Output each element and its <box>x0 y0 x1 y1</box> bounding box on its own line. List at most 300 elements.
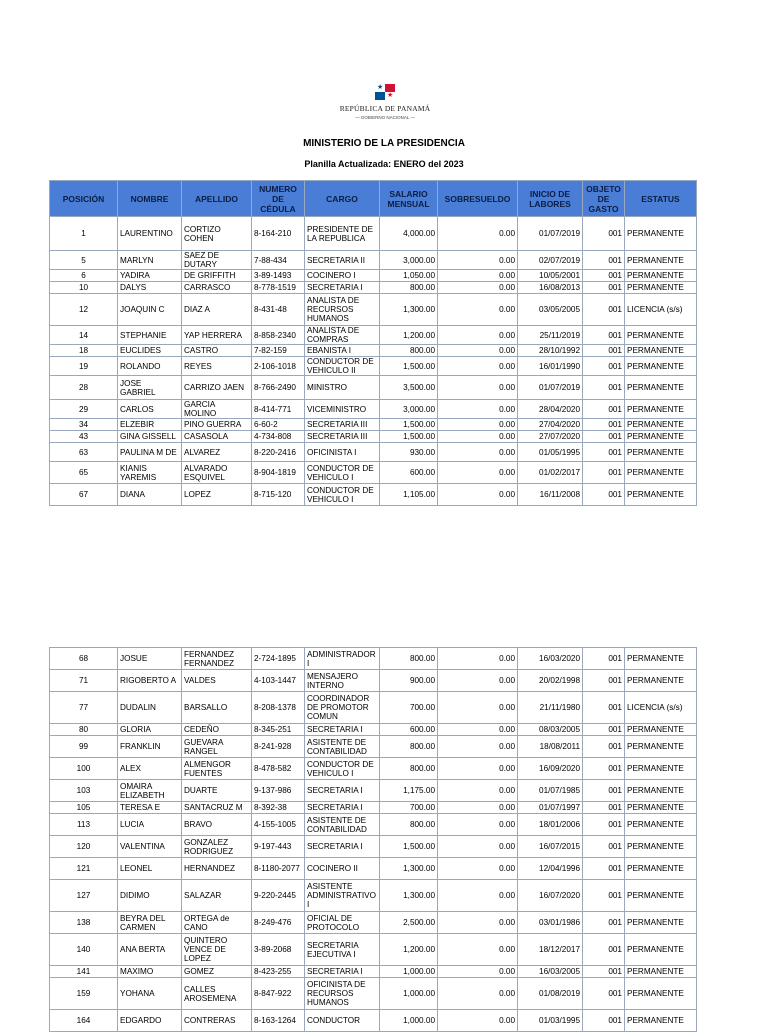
table-cell: 001 <box>583 880 625 912</box>
table-cell: 0.00 <box>438 880 518 912</box>
table-cell: 12 <box>50 294 118 326</box>
table-cell: PERMANENTE <box>625 282 697 294</box>
table-cell: 3,500.00 <box>380 376 438 400</box>
table-cell: 001 <box>583 443 625 462</box>
table-cell: 0.00 <box>438 780 518 802</box>
table-cell: MINISTRO <box>305 376 380 400</box>
table-cell: 001 <box>583 345 625 357</box>
table-cell: LEONEL <box>118 858 182 880</box>
table-cell: JOSE GABRIEL <box>118 376 182 400</box>
table-cell: GONZALEZ RODRIGUEZ <box>182 836 252 858</box>
table-cell: CARRASCO <box>182 282 252 294</box>
table-cell: 103 <box>50 780 118 802</box>
table-cell: 900.00 <box>380 670 438 692</box>
table-cell: 16/09/2020 <box>518 758 583 780</box>
table-cell: 0.00 <box>438 858 518 880</box>
table-cell: HERNANDEZ <box>182 858 252 880</box>
table-cell: REYES <box>182 357 252 376</box>
table-cell: 0.00 <box>438 724 518 736</box>
table-cell: 700.00 <box>380 692 438 724</box>
table-cell: PERMANENTE <box>625 357 697 376</box>
table-cell: 100 <box>50 758 118 780</box>
table-cell: 164 <box>50 1010 118 1032</box>
table-cell: 0.00 <box>438 345 518 357</box>
table-cell: 43 <box>50 431 118 443</box>
table-cell: PAULINA M DE <box>118 443 182 462</box>
table-cell: PERMANENTE <box>625 880 697 912</box>
table-cell: CASASOLA <box>182 431 252 443</box>
government-label: — GOBIERNO NACIONAL — <box>355 115 415 120</box>
table-cell: 001 <box>583 978 625 1010</box>
table-cell: 8-478-582 <box>252 758 305 780</box>
table-cell: 800.00 <box>380 736 438 758</box>
table-row <box>50 282 697 294</box>
table-cell: PERMANENTE <box>625 814 697 836</box>
table-cell: 8-858-2340 <box>252 326 305 345</box>
table-row <box>50 462 697 484</box>
table-cell: CONDUCTOR DE VEHICULO I <box>305 758 380 780</box>
table-cell: CEDEÑO <box>182 724 252 736</box>
table-cell: DUARTE <box>182 780 252 802</box>
table-cell: PERMANENTE <box>625 836 697 858</box>
table-cell: PERMANENTE <box>625 978 697 1010</box>
table-cell: 001 <box>583 282 625 294</box>
table-cell: 3-89-2068 <box>252 934 305 966</box>
table-cell: 1,000.00 <box>380 966 438 978</box>
table-cell: 1,300.00 <box>380 294 438 326</box>
table-cell: GUEVARA RANGEL <box>182 736 252 758</box>
government-logo <box>335 84 435 120</box>
table-cell: 120 <box>50 836 118 858</box>
table-cell: 1,500.00 <box>380 836 438 858</box>
table-cell: DIAZ A <box>182 294 252 326</box>
table-cell: 001 <box>583 912 625 934</box>
table-cell: YOHANA <box>118 978 182 1010</box>
table-cell: CONDUCTOR DE VEHICULO II <box>305 357 380 376</box>
column-header: INICIO DE LABORES <box>518 181 583 217</box>
table-cell: 001 <box>583 251 625 270</box>
table-cell: JOSUE <box>118 648 182 670</box>
table-cell: ANALISTA DE COMPRAS <box>305 326 380 345</box>
column-header: SALARIO MENSUAL <box>380 181 438 217</box>
table-cell: DALYS <box>118 282 182 294</box>
table-cell: EUCLIDES <box>118 345 182 357</box>
table-cell: JOAQUIN C <box>118 294 182 326</box>
table-cell: PERMANENTE <box>625 419 697 431</box>
table-cell: 0.00 <box>438 670 518 692</box>
table-cell: 77 <box>50 692 118 724</box>
table-row <box>50 966 697 978</box>
table-cell: PERMANENTE <box>625 780 697 802</box>
table-cell: BEYRA DEL CARMEN <box>118 912 182 934</box>
table-cell: SECRETARIA III <box>305 419 380 431</box>
table-cell: MAXIMO <box>118 966 182 978</box>
table-cell: 8-778-1519 <box>252 282 305 294</box>
table-cell: 001 <box>583 1010 625 1032</box>
table-cell: 5 <box>50 251 118 270</box>
table-row <box>50 724 697 736</box>
table-cell: PERMANENTE <box>625 1010 697 1032</box>
table-row <box>50 780 697 802</box>
table-row <box>50 912 697 934</box>
table-row <box>50 1010 697 1032</box>
table-cell: 02/07/2019 <box>518 251 583 270</box>
table-cell: 16/03/2005 <box>518 966 583 978</box>
table-cell: 0.00 <box>438 802 518 814</box>
table-cell: PERMANENTE <box>625 858 697 880</box>
table-cell: 001 <box>583 270 625 282</box>
table-cell: 0.00 <box>438 357 518 376</box>
table-cell: LICENCIA (s/s) <box>625 692 697 724</box>
table-row <box>50 648 697 670</box>
table-row <box>50 270 697 282</box>
table-cell: 10 <box>50 282 118 294</box>
table-cell: 930.00 <box>380 443 438 462</box>
table-row <box>50 217 697 251</box>
table-cell: 001 <box>583 780 625 802</box>
table-cell: 4-103-1447 <box>252 670 305 692</box>
table-cell: CONTRERAS <box>182 1010 252 1032</box>
table-cell: 27/04/2020 <box>518 419 583 431</box>
table-cell: LOPEZ <box>182 484 252 506</box>
table-cell: GOMEZ <box>182 966 252 978</box>
table-cell: PRESIDENTE DE LA REPUBLICA <box>305 217 380 251</box>
table-cell: CALLES AROSEMENA <box>182 978 252 1010</box>
table-cell: 20/02/1998 <box>518 670 583 692</box>
table-cell: 159 <box>50 978 118 1010</box>
table-cell: 3,000.00 <box>380 400 438 419</box>
table-cell: SECRETARIA EJECUTIVA I <box>305 934 380 966</box>
table-cell: CONDUCTOR DE VEHICULO I <box>305 484 380 506</box>
table-cell: 27/07/2020 <box>518 431 583 443</box>
table-cell: FRANKLIN <box>118 736 182 758</box>
table-cell: 16/08/2013 <box>518 282 583 294</box>
table-cell: 001 <box>583 736 625 758</box>
table-cell: PERMANENTE <box>625 724 697 736</box>
table-cell: PERMANENTE <box>625 251 697 270</box>
table-cell: PERMANENTE <box>625 217 697 251</box>
table-cell: 8-715-120 <box>252 484 305 506</box>
table-cell: 8-431-48 <box>252 294 305 326</box>
table-cell: 01/03/1995 <box>518 1010 583 1032</box>
table-cell: 8-392-38 <box>252 802 305 814</box>
table-cell: 0.00 <box>438 966 518 978</box>
table-cell: 700.00 <box>380 802 438 814</box>
table-cell: 0.00 <box>438 912 518 934</box>
table-cell: 29 <box>50 400 118 419</box>
table-row <box>50 858 697 880</box>
table-cell: 9-137-986 <box>252 780 305 802</box>
table-cell: PERMANENTE <box>625 326 697 345</box>
table-cell: 001 <box>583 758 625 780</box>
table-cell: 0.00 <box>438 294 518 326</box>
table-cell: 1,000.00 <box>380 1010 438 1032</box>
table-cell: 9-220-2445 <box>252 880 305 912</box>
table-cell: 01/07/1985 <box>518 780 583 802</box>
table-cell: 0.00 <box>438 736 518 758</box>
table-row <box>50 294 697 326</box>
table-cell: DIANA <box>118 484 182 506</box>
table-cell: 800.00 <box>380 814 438 836</box>
column-header: OBJETO DE GASTO <box>583 181 625 217</box>
table-cell: CASTRO <box>182 345 252 357</box>
table-cell: 2-724-1895 <box>252 648 305 670</box>
table-cell: TERESA E <box>118 802 182 814</box>
table-cell: GARCIA MOLINO <box>182 400 252 419</box>
table-cell: 600.00 <box>380 724 438 736</box>
table-cell: 2-106-1018 <box>252 357 305 376</box>
table-cell: CONDUCTOR DE VEHICULO I <box>305 462 380 484</box>
table-cell: 140 <box>50 934 118 966</box>
table-cell: 0.00 <box>438 251 518 270</box>
table-cell: 4,000.00 <box>380 217 438 251</box>
table-cell: 001 <box>583 419 625 431</box>
table-cell: STEPHANIE <box>118 326 182 345</box>
table-cell: 67 <box>50 484 118 506</box>
table-cell: FERNANDEZ FERNANDEZ <box>182 648 252 670</box>
table-cell: COORDINADOR DE PROMOTOR COMUN <box>305 692 380 724</box>
table-cell: PERMANENTE <box>625 270 697 282</box>
table-row <box>50 814 697 836</box>
table-row <box>50 376 697 400</box>
table-cell: 4-734-808 <box>252 431 305 443</box>
column-header: ESTATUS <box>625 181 697 217</box>
country-name: REPÚBLICA DE PANAMÁ <box>339 104 431 113</box>
table-cell: ALVARADO ESQUIVEL <box>182 462 252 484</box>
table-cell: LAURENTINO <box>118 217 182 251</box>
table-cell: LUCIA <box>118 814 182 836</box>
table-row <box>50 880 697 912</box>
table-cell: 1,050.00 <box>380 270 438 282</box>
table-cell: RIGOBERTO A <box>118 670 182 692</box>
table-row <box>50 251 697 270</box>
table-cell: 138 <box>50 912 118 934</box>
table-cell: 0.00 <box>438 692 518 724</box>
table-cell: 0.00 <box>438 431 518 443</box>
table-row <box>50 736 697 758</box>
table-cell: 03/05/2005 <box>518 294 583 326</box>
table-cell: 0.00 <box>438 462 518 484</box>
table-cell: 16/11/2008 <box>518 484 583 506</box>
table-cell: 105 <box>50 802 118 814</box>
table-cell: ELZEBIR <box>118 419 182 431</box>
table-cell: 18/12/2017 <box>518 934 583 966</box>
table-cell: 99 <box>50 736 118 758</box>
table-cell: QUINTERO VENCE DE LOPEZ <box>182 934 252 966</box>
table-row <box>50 400 697 419</box>
table-cell: COCINERO I <box>305 270 380 282</box>
table-cell: SAEZ DE DUTARY <box>182 251 252 270</box>
table-cell: 14 <box>50 326 118 345</box>
table-cell: CARLOS <box>118 400 182 419</box>
column-header: NOMBRE <box>118 181 182 217</box>
table-cell: COCINERO II <box>305 858 380 880</box>
table-cell: SECRETARIA I <box>305 966 380 978</box>
column-header: APELLIDO <box>182 181 252 217</box>
table-cell: 16/01/1990 <box>518 357 583 376</box>
table-cell: 08/03/2005 <box>518 724 583 736</box>
table-cell: YAP HERRERA <box>182 326 252 345</box>
table-cell: 80 <box>50 724 118 736</box>
table-cell: 600.00 <box>380 462 438 484</box>
table-cell: 19 <box>50 357 118 376</box>
table-cell: 16/03/2020 <box>518 648 583 670</box>
column-header: NUMERO DE CÉDULA <box>252 181 305 217</box>
table-cell: 0.00 <box>438 270 518 282</box>
table-cell: 8-904-1819 <box>252 462 305 484</box>
table-cell: 65 <box>50 462 118 484</box>
table-cell: PERMANENTE <box>625 484 697 506</box>
table-cell: ANALISTA DE RECURSOS HUMANOS <box>305 294 380 326</box>
table-cell: 10/05/2001 <box>518 270 583 282</box>
table-cell: 03/01/1986 <box>518 912 583 934</box>
table-row <box>50 934 697 966</box>
table-cell: 12/04/1996 <box>518 858 583 880</box>
table-cell: 28 <box>50 376 118 400</box>
table-cell: 0.00 <box>438 282 518 294</box>
table-row <box>50 978 697 1010</box>
table-cell: 0.00 <box>438 934 518 966</box>
table-cell: 001 <box>583 814 625 836</box>
table-cell: OFICIAL DE PROTOCOLO <box>305 912 380 934</box>
table-cell: 001 <box>583 326 625 345</box>
table-cell: EDGARDO <box>118 1010 182 1032</box>
table-cell: 1,200.00 <box>380 326 438 345</box>
table-cell: CARRIZO JAEN <box>182 376 252 400</box>
table-cell: 001 <box>583 357 625 376</box>
table-cell: 001 <box>583 648 625 670</box>
table-cell: 63 <box>50 443 118 462</box>
column-header: SOBRESUELDO <box>438 181 518 217</box>
table-cell: 001 <box>583 484 625 506</box>
table-cell: OFICINISTA I <box>305 443 380 462</box>
table-cell: 001 <box>583 836 625 858</box>
table-cell: 001 <box>583 294 625 326</box>
table-cell: 6 <box>50 270 118 282</box>
table-cell: 8-847-922 <box>252 978 305 1010</box>
table-cell: 6-60-2 <box>252 419 305 431</box>
table-cell: 1,175.00 <box>380 780 438 802</box>
table-cell: ADMINISTRADOR I <box>305 648 380 670</box>
table-cell: PERMANENTE <box>625 802 697 814</box>
table-cell: PERMANENTE <box>625 758 697 780</box>
table-cell: 001 <box>583 670 625 692</box>
table-cell: 4-155-1005 <box>252 814 305 836</box>
table-cell: SECRETARIA II <box>305 251 380 270</box>
table-cell: 28/10/1992 <box>518 345 583 357</box>
table-row <box>50 345 697 357</box>
table-cell: ORTEGA de CANO <box>182 912 252 934</box>
table-cell: 1,300.00 <box>380 858 438 880</box>
table-cell: 8-423-255 <box>252 966 305 978</box>
table-cell: 800.00 <box>380 758 438 780</box>
table-cell: 001 <box>583 217 625 251</box>
table-cell: ALEX <box>118 758 182 780</box>
table-cell: 8-164-210 <box>252 217 305 251</box>
table-cell: PERMANENTE <box>625 345 697 357</box>
ministry-title: MINISTERIO DE LA PRESIDENCIA <box>303 138 465 149</box>
table-cell: 001 <box>583 858 625 880</box>
table-cell: 1,105.00 <box>380 484 438 506</box>
column-header: CARGO <box>305 181 380 217</box>
table-cell: 01/07/2019 <box>518 217 583 251</box>
table-cell: SECRETARIA I <box>305 724 380 736</box>
table-cell: 3,000.00 <box>380 251 438 270</box>
table-cell: ALVAREZ <box>182 443 252 462</box>
table-cell: 0.00 <box>438 376 518 400</box>
table-row <box>50 357 697 376</box>
table-cell: 001 <box>583 934 625 966</box>
table-cell: ROLANDO <box>118 357 182 376</box>
table-cell: 127 <box>50 880 118 912</box>
table-cell: 001 <box>583 431 625 443</box>
table-cell: 001 <box>583 376 625 400</box>
table-cell: ASISTENTE ADMINISTRATIVO I <box>305 880 380 912</box>
table-cell: VICEMINISTRO <box>305 400 380 419</box>
table-cell: 34 <box>50 419 118 431</box>
table-cell: 8-208-1378 <box>252 692 305 724</box>
table-cell: 01/07/2019 <box>518 376 583 400</box>
table-cell: 0.00 <box>438 419 518 431</box>
table-cell: VALDES <box>182 670 252 692</box>
table-cell: BRAVO <box>182 814 252 836</box>
table-cell: 21/11/1980 <box>518 692 583 724</box>
table-cell: 0.00 <box>438 978 518 1010</box>
table-cell: 18 <box>50 345 118 357</box>
table-cell: BARSALLO <box>182 692 252 724</box>
table-cell: PERMANENTE <box>625 462 697 484</box>
table-cell: 1,500.00 <box>380 431 438 443</box>
table-cell: 0.00 <box>438 1010 518 1032</box>
table-cell: 0.00 <box>438 484 518 506</box>
table-cell: 25/11/2019 <box>518 326 583 345</box>
table-cell: GLORIA <box>118 724 182 736</box>
table-row <box>50 758 697 780</box>
table-cell: OFICINISTA DE RECURSOS HUMANOS <box>305 978 380 1010</box>
table-cell: ASISTENTE DE CONTABILIDAD <box>305 814 380 836</box>
table-cell: 0.00 <box>438 400 518 419</box>
table-cell: ALMENGOR FUENTES <box>182 758 252 780</box>
table-cell: DE GRIFFITH <box>182 270 252 282</box>
table-cell: 001 <box>583 692 625 724</box>
table-row <box>50 692 697 724</box>
table-cell: LICENCIA (s/s) <box>625 294 697 326</box>
table-cell: MARLYN <box>118 251 182 270</box>
table-cell: MENSAJERO INTERNO <box>305 670 380 692</box>
table-row <box>50 431 697 443</box>
table-cell: DIDIMO <box>118 880 182 912</box>
table-row <box>50 443 697 462</box>
table-cell: 8-220-2416 <box>252 443 305 462</box>
table-cell: SECRETARIA I <box>305 802 380 814</box>
table-row <box>50 670 697 692</box>
table-cell: 01/02/2017 <box>518 462 583 484</box>
table-cell: 28/04/2020 <box>518 400 583 419</box>
table-cell: 0.00 <box>438 758 518 780</box>
table-cell: PERMANENTE <box>625 431 697 443</box>
table-cell: 0.00 <box>438 836 518 858</box>
table-cell: PERMANENTE <box>625 443 697 462</box>
table-cell: PERMANENTE <box>625 670 697 692</box>
table-cell: PERMANENTE <box>625 400 697 419</box>
table-cell: 1,500.00 <box>380 419 438 431</box>
table-cell: GINA GISSELL <box>118 431 182 443</box>
table-cell: 16/07/2020 <box>518 880 583 912</box>
table-cell: 113 <box>50 814 118 836</box>
table-cell: CONDUCTOR <box>305 1010 380 1032</box>
table-cell: 7-82-159 <box>252 345 305 357</box>
table-cell: PERMANENTE <box>625 648 697 670</box>
